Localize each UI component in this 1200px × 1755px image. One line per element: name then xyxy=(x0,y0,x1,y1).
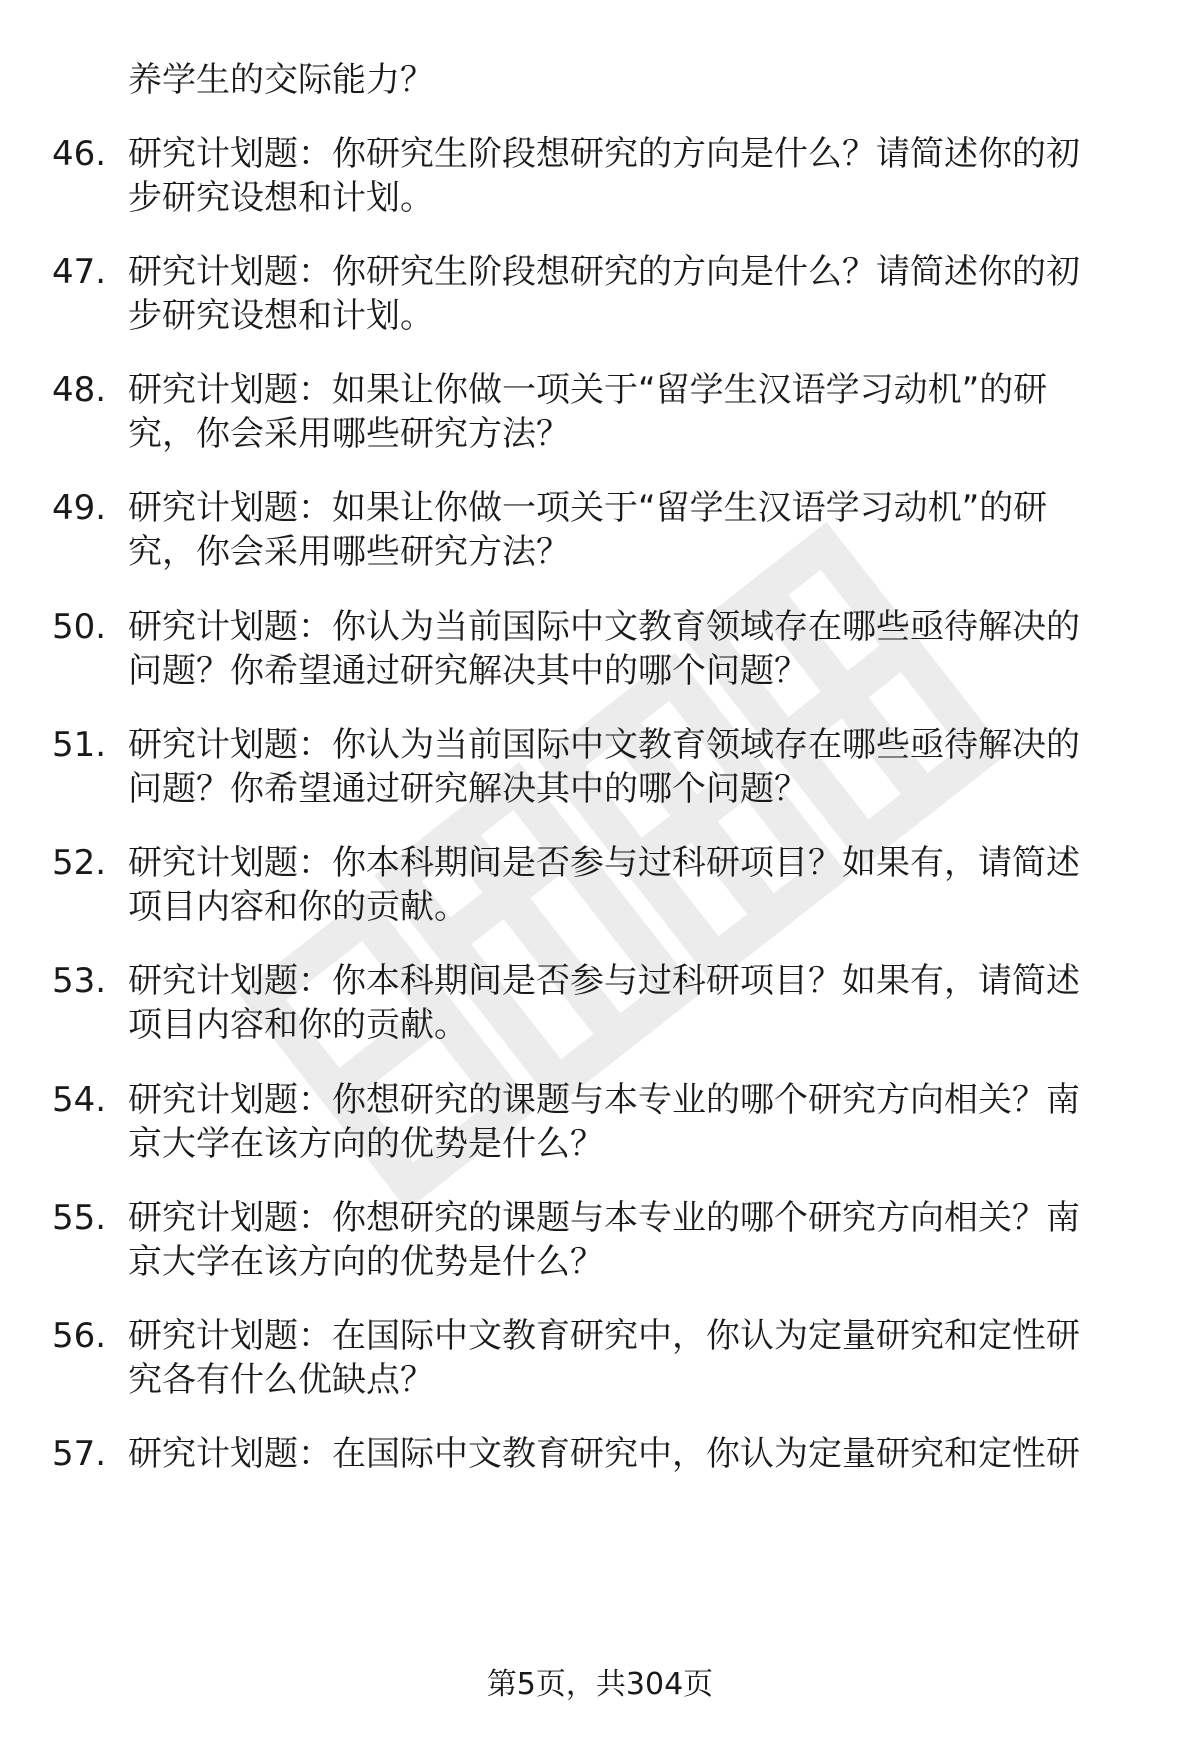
question-number: 46. xyxy=(52,134,107,174)
question-number: 57. xyxy=(52,1434,107,1474)
question-number: 54. xyxy=(52,1080,107,1120)
question-text-line-2: 究各有什么优缺点？ xyxy=(128,1360,434,1400)
question-number: 48. xyxy=(52,370,107,410)
question-text-line-1: 研究计划题：你想研究的课题与本专业的哪个研究方向相关？南 xyxy=(128,1198,1080,1238)
continued-question-text: 养学生的交际能力？ xyxy=(128,60,434,100)
question-text-line-2: 项目内容和你的贡献。 xyxy=(128,887,468,927)
question-number: 51. xyxy=(52,725,107,765)
question-text-line-2: 步研究设想和计划。 xyxy=(128,178,434,218)
question-text-line-2: 问题？你希望通过研究解决其中的哪个问题？ xyxy=(128,651,808,691)
question-text-line-2: 步研究设想和计划。 xyxy=(128,296,434,336)
question-text-line-1: 研究计划题：你想研究的课题与本专业的哪个研究方向相关？南 xyxy=(128,1080,1080,1120)
question-number: 55. xyxy=(52,1198,107,1238)
question-text-line-1: 研究计划题：在国际中文教育研究中，你认为定量研究和定性研 xyxy=(128,1434,1080,1474)
question-text-line-1: 研究计划题：你本科期间是否参与过科研项目？如果有，请简述 xyxy=(128,961,1080,1001)
question-text-line-1: 研究计划题：你本科期间是否参与过科研项目？如果有，请简述 xyxy=(128,843,1080,883)
question-number: 56. xyxy=(52,1316,107,1356)
question-text-line-1: 研究计划题：你研究生阶段想研究的方向是什么？请简述你的初 xyxy=(128,134,1080,174)
question-number: 49. xyxy=(52,488,107,528)
question-text-line-2: 问题？你希望通过研究解决其中的哪个问题？ xyxy=(128,769,808,809)
question-text-line-1: 研究计划题：你研究生阶段想研究的方向是什么？请简述你的初 xyxy=(128,252,1080,292)
question-text-line-1: 研究计划题：如果让你做一项关于“留学生汉语学习动机”的研 xyxy=(128,488,1048,528)
question-number: 53. xyxy=(52,961,107,1001)
question-number: 52. xyxy=(52,843,107,883)
question-text-line-1: 研究计划题：你认为当前国际中文教育领域存在哪些亟待解决的 xyxy=(128,607,1080,647)
question-text-line-1: 研究计划题：在国际中文教育研究中，你认为定量研究和定性研 xyxy=(128,1316,1080,1356)
question-text-line-2: 究，你会采用哪些研究方法？ xyxy=(128,414,570,454)
question-number: 50. xyxy=(52,607,107,647)
page-number-footer: 第5页，共304页 xyxy=(486,1667,714,1702)
question-text-line-2: 究，你会采用哪些研究方法？ xyxy=(128,532,570,572)
question-text-line-2: 京大学在该方向的优势是什么？ xyxy=(128,1242,604,1282)
question-text-line-1: 研究计划题：如果让你做一项关于“留学生汉语学习动机”的研 xyxy=(128,370,1048,410)
question-number: 47. xyxy=(52,252,107,292)
question-text-line-2: 项目内容和你的贡献。 xyxy=(128,1005,468,1045)
question-text-line-1: 研究计划题：你认为当前国际中文教育领域存在哪些亟待解决的 xyxy=(128,725,1080,765)
question-text-line-2: 京大学在该方向的优势是什么？ xyxy=(128,1124,604,1164)
